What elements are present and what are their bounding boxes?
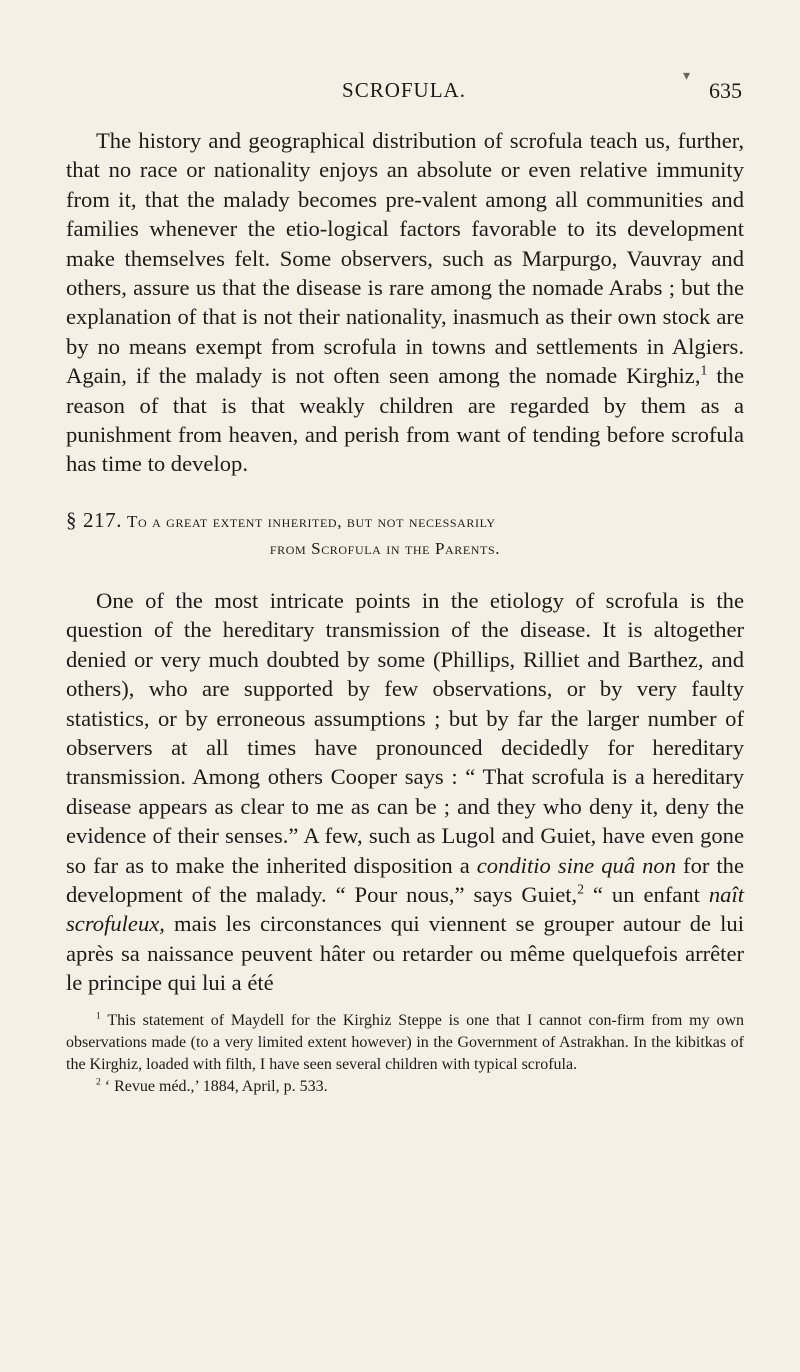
paragraph-text: “ un enfant	[583, 881, 709, 907]
page-header	[66, 78, 742, 108]
section-heading	[66, 507, 744, 562]
footnote-text: ‘ Revue méd.,’ 1884, April, p. 533.	[100, 1077, 328, 1095]
paragraph-text: One of the most intricate points in the etiology of scrofula is the question of the hereditary transmission of the disease. It is altogether denied or very much doubted by some (Phillips, Rilliet and Barthez, and others), who are supported by few observations, or by very faulty statistics, or by erroneous assumptions ; but by far the larger number of observers at all times have pronounced decidedly for hereditary transmission. Among others Cooper says : “ That scrofula is a hereditary disease appears as clear to me as can be ; and they who deny it, deny the evidence of their senses.” A few, such as Lugol and Guiet, have even gone so far as to make the inherited disposition a	[66, 587, 744, 878]
paragraph-text: mais les circonstances qui viennent se grouper autour de lui après sa naissance peuvent hâter ou retarder ou même quelquefois arrêter le principe qui lui a été	[66, 911, 744, 996]
paragraph-text: for the development of the malady. “ Pour nous,” says Guiet,	[66, 852, 745, 907]
french-phrase: naît scrofuleux,	[66, 881, 744, 937]
footnotes	[66, 1010, 744, 1098]
printer-mark: ▾	[683, 69, 691, 84]
paragraph-text: The history and geographical distribution of scrofula teach us, further, that no race or nationality enjoys an absolute or even relative immunity from it, that the malady becomes pre-valent among all communities and families whenever the etio-logical factors favorable to its development make themselves felt. Some observers, such as Marpurgo, Vauvray and others, assure us that the disease is rare among the nomade Arabs ; but the explanation of that is not their nationality, inasmuch as their own stock are by no means exempt from scrofula in towns and settlements in Algiers. Again, if the malady is not often seen among the nomade Kirghiz,	[66, 128, 744, 389]
paragraph-heredity	[66, 586, 744, 998]
latin-phrase: conditio sine quâ non	[476, 852, 677, 878]
footnote-text: This statement of Maydell for the Kirghiz Steppe is one that I cannot con-firm from my own observations made (to a very limited extent however) in the Government of Astrakhan. In the kibitkas of the Kirghiz, loaded with filth, I have seen several children with typical scrofula.	[66, 1011, 744, 1073]
footnote-ref-1: 1	[700, 362, 708, 378]
section-number: § 217.	[66, 507, 123, 532]
running-head: SCROFULA.	[342, 78, 466, 102]
paragraph-text: the reason of that is that weakly children are regarded by them as a punishment from heaven, and perish from want of tending before scrofula has time to develop.	[66, 363, 744, 477]
footnote-2	[66, 1076, 744, 1098]
section-title-line-2: from Scrofula in the Parents.	[269, 538, 501, 558]
footnote-1	[66, 1010, 744, 1076]
page-number: 635	[709, 78, 742, 103]
footnote-marker: 2	[96, 1076, 101, 1088]
footnote-marker: 1	[96, 1010, 101, 1022]
section-title-line-1: To a great extent inherited, but not necessarily	[126, 511, 496, 531]
paragraph-distribution	[66, 126, 744, 479]
body-text	[66, 126, 744, 1098]
footnote-ref-2: 2	[577, 881, 584, 897]
